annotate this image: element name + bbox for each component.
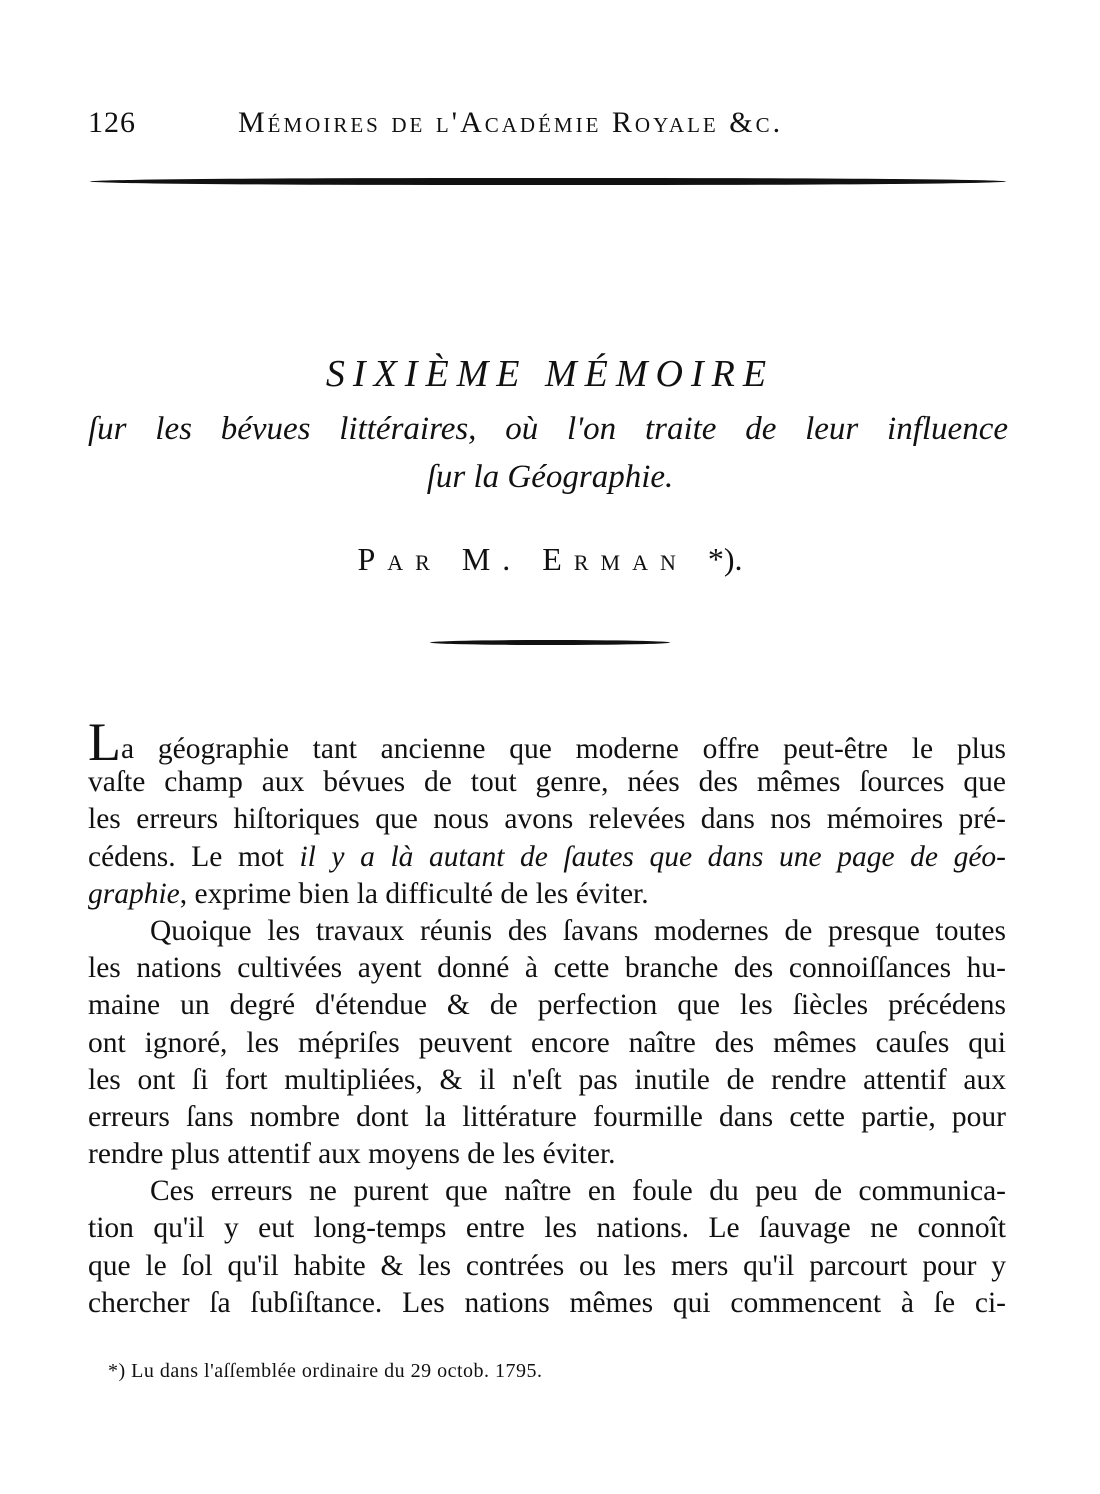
line-text: erreurs ſans nombre dont la littérature fourmille dans cette partie, pour (88, 1100, 1006, 1133)
article-title: SIXIÈME MÉMOIRE (325, 353, 775, 395)
page-number: 126 (88, 106, 136, 139)
line-text: ont ignoré, les mépriſes peuvent encore naître des mêmes cauſes qui (88, 1026, 1006, 1059)
line-text: Ces erreurs ne purent que naître en foule du peu de communica- (150, 1175, 1006, 1208)
line-text: a géographie tant ancienne que moderne offre peut-être le plus (121, 733, 1006, 765)
line-text: les ont ſi fort multipliées, & il n'eſt pas inutile de rendre attentif aux (88, 1063, 1006, 1096)
text-line-8 (88, 987, 1006, 1024)
author-name: Par M. Erman (357, 541, 688, 577)
footnote-reference: *). (707, 541, 743, 577)
quoted-saying-end: graphie (88, 877, 180, 910)
line-text: rendre plus attentif aux moyens de les éviter. (88, 1138, 616, 1171)
text-line-5 (88, 876, 1006, 913)
line-text: tion qu'il y eut long-temps entre les nations. Le ſauvage ne connoît (88, 1212, 1006, 1245)
running-title: Mémoires de l'Académie Royale &c. (238, 106, 784, 139)
drop-cap: L (88, 712, 121, 772)
body-text (88, 712, 1006, 1322)
article-subtitle-line-1: ſur les bévues littéraires, où l'on traite de leur influence (88, 411, 1008, 447)
header-rule (90, 178, 1006, 185)
text-line-12 (88, 1136, 1006, 1173)
ornamental-rule (430, 640, 670, 645)
line-text: , exprime bien la difficulté de les éviter. (179, 877, 649, 910)
text-line-4 (88, 839, 1006, 876)
text-line-16 (88, 1285, 1006, 1322)
line-text: cédens. Le mot (88, 840, 300, 873)
text-line-1 (88, 712, 1006, 772)
text-line-6 (88, 913, 1006, 950)
line-text: que le ſol qu'il habite & les contrées ou les mers qu'il parcourt pour y (88, 1249, 1006, 1282)
author-byline (0, 535, 1100, 583)
quoted-saying: il y a là autant de ſautes que dans une page de géo- (299, 840, 1006, 873)
footnote: *) Lu dans l'aſſemblée ordinaire du 29 octob. 1795. (108, 1360, 543, 1382)
text-line-2 (88, 764, 1006, 801)
line-text: chercher ſa ſubſiſtance. Les nations mêmes qui commencent à ſe ci- (88, 1286, 1006, 1319)
text-line-11 (88, 1099, 1006, 1136)
line-text: maine un degré d'étendue & de perfection que les ſiècles précédens (88, 989, 1006, 1022)
text-line-3 (88, 801, 1006, 838)
text-line-9 (88, 1025, 1006, 1062)
line-text: vaſte champ aux bévues de tout genre, nées des mêmes ſources que (88, 766, 1006, 799)
line-text: les nations cultivées ayent donné à cette branche des connoiſſances hu- (88, 952, 1006, 985)
text-line-10 (88, 1062, 1006, 1099)
article-subtitle-line-2: ſur la Géographie. (426, 459, 674, 495)
line-text: Quoique les travaux réunis des ſavans modernes de presque toutes (150, 914, 1006, 947)
text-line-13 (88, 1173, 1006, 1210)
line-text: les erreurs hiſtoriques que nous avons relevées dans nos mémoires pré- (88, 803, 1006, 836)
text-line-15 (88, 1248, 1006, 1285)
text-line-14 (88, 1210, 1006, 1247)
text-line-7 (88, 950, 1006, 987)
running-head (88, 103, 1008, 143)
